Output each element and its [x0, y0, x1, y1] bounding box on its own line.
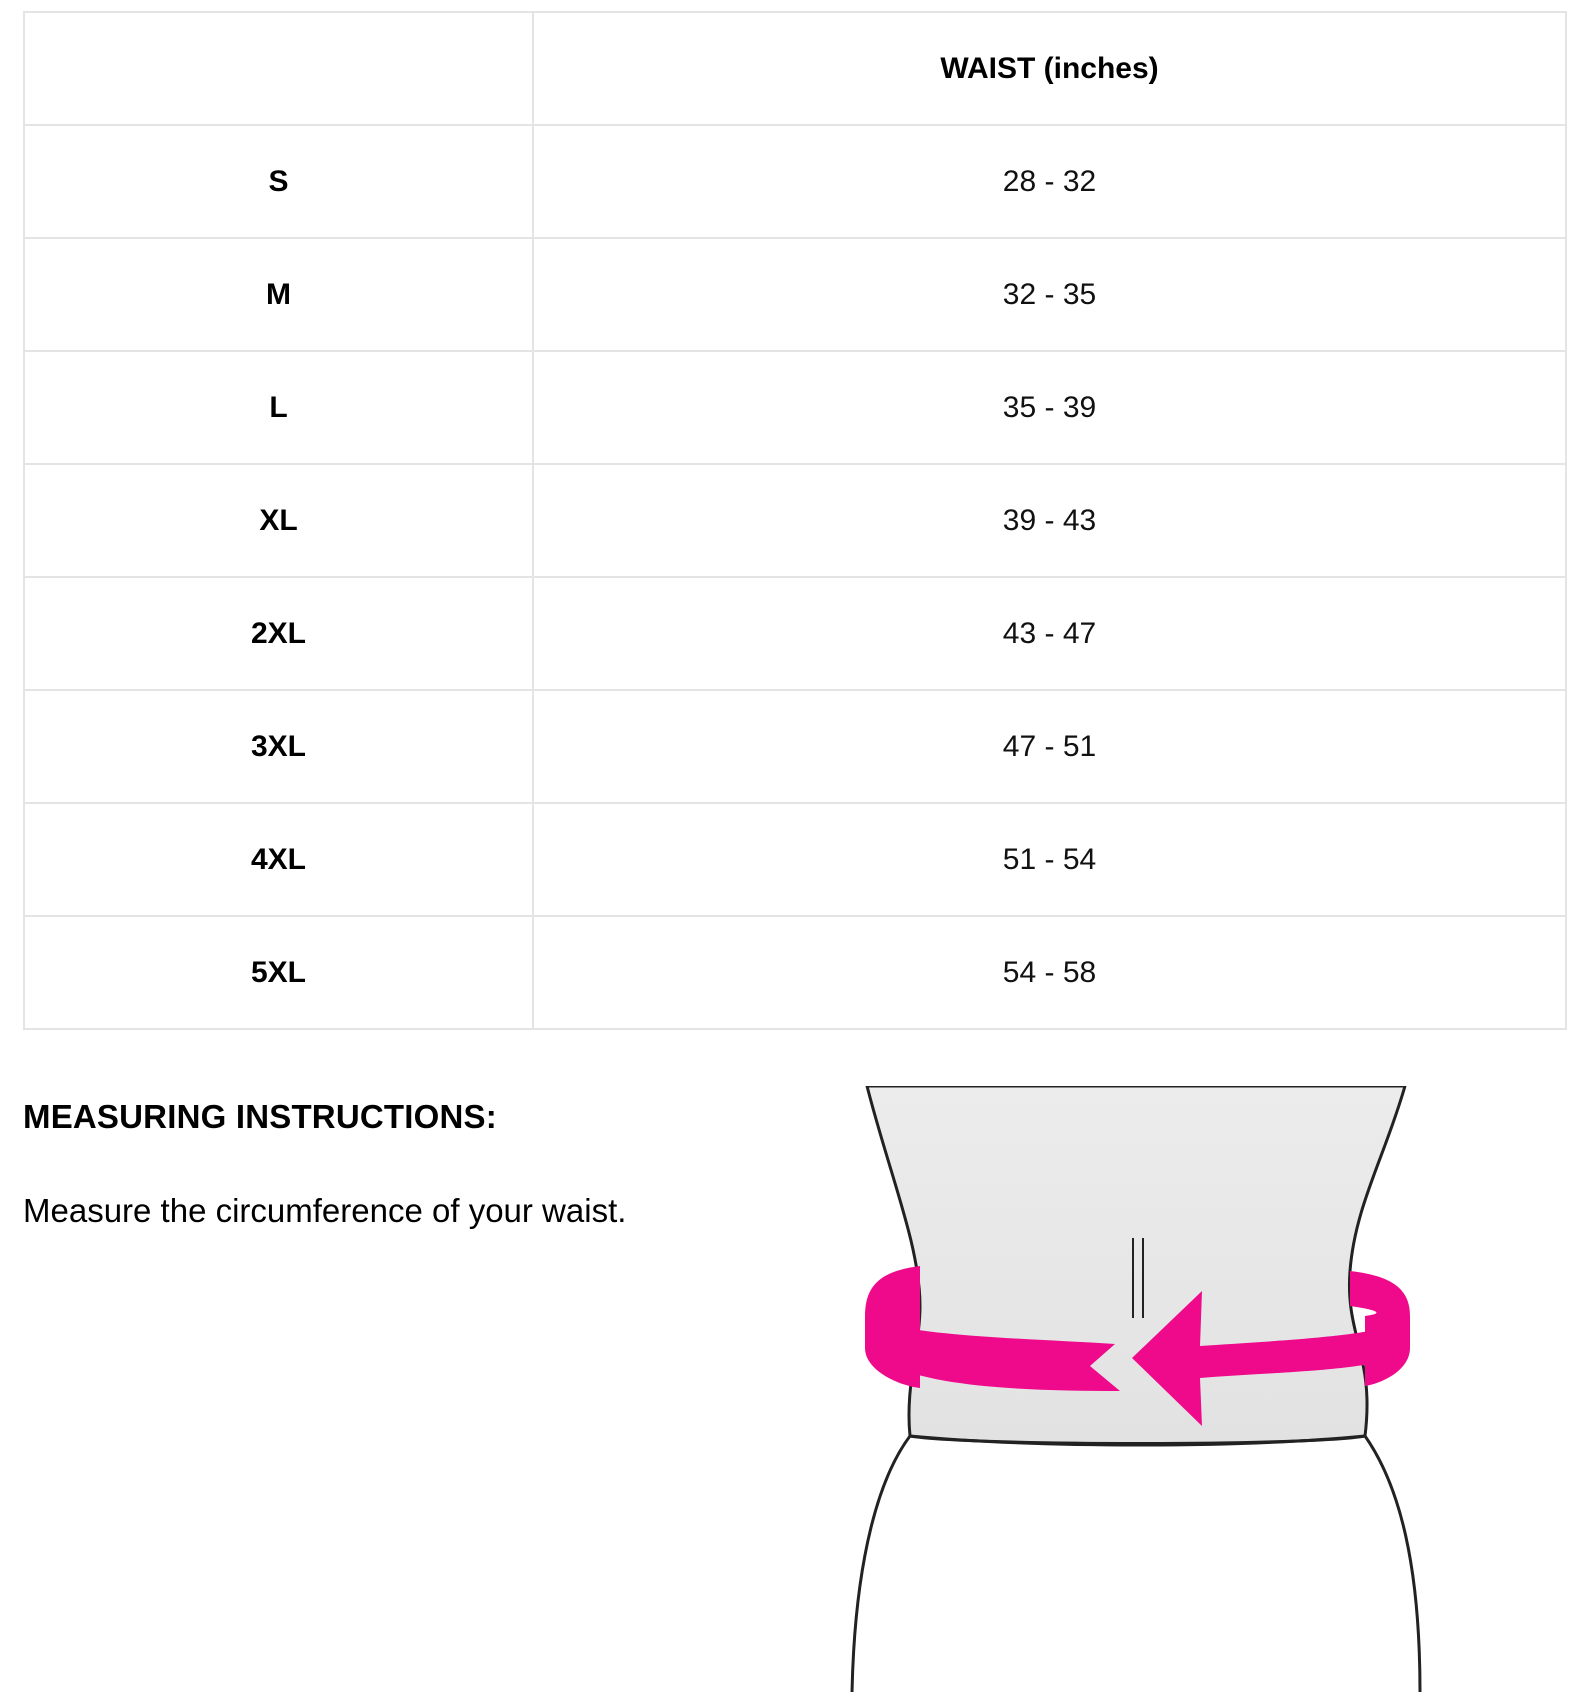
waist-cell: 51 - 54 [533, 803, 1566, 916]
size-cell: M [24, 238, 533, 351]
table-row [24, 916, 1566, 1029]
table-header-row [24, 12, 1566, 125]
waist-cell: 35 - 39 [533, 351, 1566, 464]
waist-cell: 39 - 43 [533, 464, 1566, 577]
waist-column-header: WAIST (inches) [533, 12, 1566, 125]
table-row [24, 690, 1566, 803]
waist-cell: 47 - 51 [533, 690, 1566, 803]
table-row [24, 238, 1566, 351]
size-cell: L [24, 351, 533, 464]
instructions-heading: MEASURING INSTRUCTIONS: [23, 1098, 497, 1135]
size-cell: S [24, 125, 533, 238]
size-cell: 2XL [24, 577, 533, 690]
size-chart-table [23, 11, 1567, 1030]
table-row [24, 351, 1566, 464]
waist-cell: 43 - 47 [533, 577, 1566, 690]
size-cell: XL [24, 464, 533, 577]
instructions-text: Measure the circumference of your waist. [23, 1192, 627, 1229]
size-column-header [24, 12, 533, 125]
size-cell: 3XL [24, 690, 533, 803]
size-cell: 5XL [24, 916, 533, 1029]
torso-shape [867, 1086, 1405, 1444]
waist-cell: 28 - 32 [533, 125, 1566, 238]
waist-cell: 54 - 58 [533, 916, 1566, 1029]
table-row [24, 125, 1566, 238]
table-row [24, 577, 1566, 690]
table-row [24, 803, 1566, 916]
waist-measurement-illustration-icon [840, 1086, 1460, 1692]
table-row [24, 464, 1566, 577]
hips-shape [852, 1436, 1420, 1692]
size-cell: 4XL [24, 803, 533, 916]
waist-cell: 32 - 35 [533, 238, 1566, 351]
